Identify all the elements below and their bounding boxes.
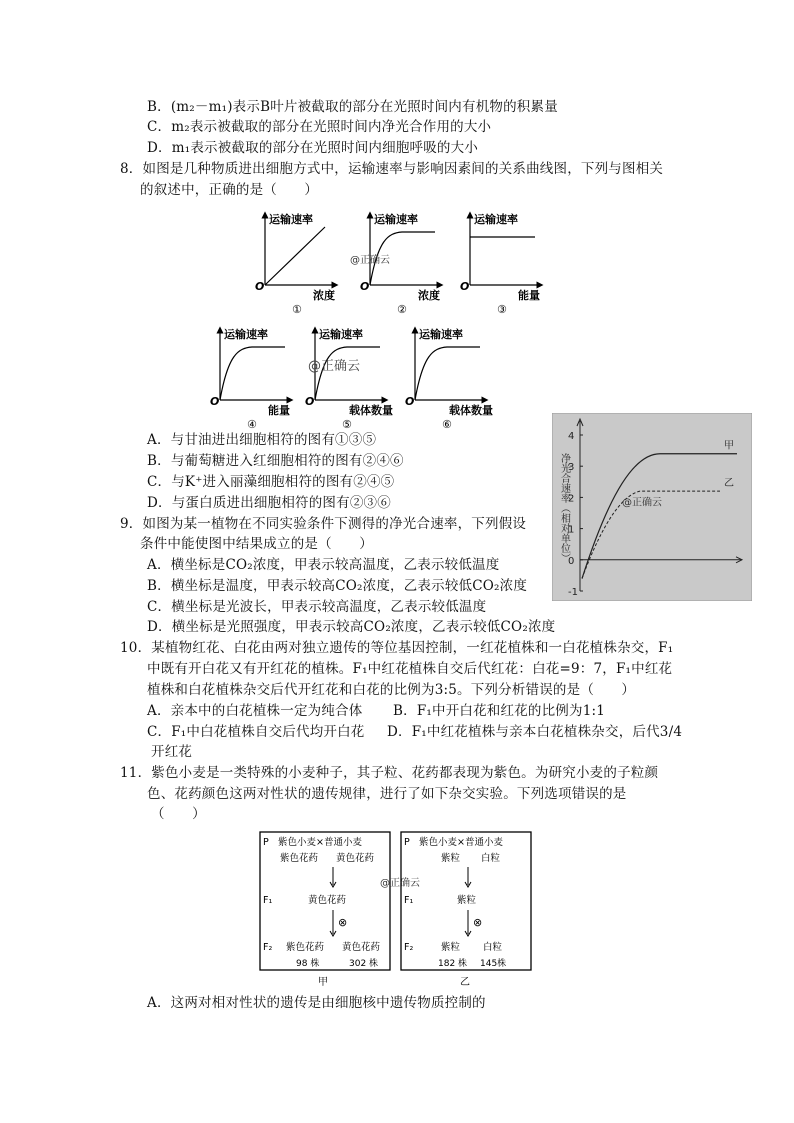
jia-f2-phenotype-b: 黄色花药 [342,942,381,953]
watermark: @正确云 [308,359,361,374]
jia-p-label: P [263,837,269,848]
yi-parent1: 紫粒 [441,853,461,864]
q8-option-c: C．与K⁺进入丽藻细胞相符的图有②④⑤ [147,474,395,490]
y-tick-label: 1 [568,524,575,536]
q9-option-d: D．横坐标是光照强度，甲表示较高CO₂浓度，乙表示较低CO₂浓度 [147,619,556,635]
yi-f1-phenotype: 紫粒 [457,895,477,906]
graph-6-curve [415,347,480,400]
graph-5-number: ⑤ [342,418,352,431]
graph-4-curve [220,347,285,400]
yi-f2-phenotype-b: 白粒 [483,942,503,953]
yi-parent2: 白粒 [481,853,501,864]
yi-f2-count-a: 182 株 [438,959,468,969]
y-tick-label: 4 [568,431,575,442]
y-tick-label: -1 [568,587,578,598]
q9-net-photosynthesis-chart [552,413,752,601]
q10-option-b: B．F₁中开白花和红花的比例为1:1 [393,703,606,719]
jia-selfing-symbol: ⊗ [338,916,348,929]
yi-f2-count-b: 145株 [480,959,507,969]
graph-2-ylabel: 运输速率 [374,213,418,226]
q10-option-a: A．亲本中的白花植株一定为纯合体 [147,703,363,719]
jia-panel-label: 甲 [318,977,328,988]
q10-stem-line2: 中既有开白花又有开红花的植株。F₁中红花植株自交后代红花：白花=9：7，F₁中红花 [147,661,673,677]
q9-option-a: A．横坐标是CO₂浓度，甲表示较高温度，乙表示较低温度 [147,557,500,573]
graph-6 [405,327,493,431]
q10-option-d: D．F₁中红花植株与亲本白花植株杂交，后代3/4 [387,724,683,740]
y-axis-label: 净光合速率（相对单位） [558,453,570,563]
q7-option-c: C．m₂表示被截取的部分在光照时间内净光合作用的大小 [147,119,492,135]
graph-6-xlabel: 载体数量 [449,404,493,417]
graph-4-number: ④ [247,418,257,431]
jia-parent1: 紫色花药 [280,853,319,864]
q11-stem-line2: 色、花药颜色这两对性状的遗传规律，进行了如下杂交实验。下列选项错误的是 [147,786,627,802]
graph-4-origin: O [210,395,220,408]
q8-transport-graphs [200,205,560,435]
jia-parent2: 黄色花药 [336,853,375,864]
graph-4 [210,327,290,431]
yi-panel-label: 乙 [460,977,470,988]
graph-1-number: ① [292,303,302,316]
q11-option-a: A．这两对相对性状的遗传是由细胞核中遗传物质控制的 [147,995,486,1011]
graph-1-ylabel: 运输速率 [269,213,313,226]
graph-6-ylabel: 运输速率 [419,328,463,341]
graph-4-xlabel: 能量 [268,404,290,417]
graph-1-origin: O [255,280,265,293]
q8-stem-line2: 的叙述中，正确的是（ ） [140,182,319,198]
graph-3-origin: O [460,280,470,293]
watermark: @正确云 [622,497,662,509]
q8-option-b: B．与葡萄糖进入红细胞相符的图有②④⑥ [147,453,404,469]
q8-option-d: D．与蛋白质进出细胞相符的图有②③⑥ [147,495,391,511]
jia-f1-phenotype: 黄色花药 [308,895,347,906]
yi-p-label: P [404,837,410,848]
q9-option-b: B．横坐标是温度，甲表示较高CO₂浓度，乙表示较低CO₂浓度 [147,578,528,594]
q10-stem-line3: 植株和白花植株杂交后代开红花和白花的比例为3:5。下列分析错误的是（ ） [147,682,636,698]
graph-3-number: ③ [497,303,507,316]
q11-stem-line1: 11．紫色小麦是一类特殊的小麦种子，其子粒、花药都表现为紫色。为研究小麦的子粒颜 [120,765,659,781]
q9-stem-line2: 条件中能使图中结果成立的是（ ） [140,536,373,552]
q9-stem-line1: 9．如图为某一植物在不同实验条件下测得的净光合速率，下列假设 [120,516,527,532]
graph-2-origin: O [360,280,370,293]
graph-6-number: ⑥ [442,418,452,431]
y-tick-label: 0 [568,555,575,567]
graph-1 [255,212,335,316]
yi-f1-label: F₁ [404,895,414,906]
graph-2-number: ② [397,303,407,316]
yi-cross: 紫色小麦×普通小麦 [419,837,503,848]
q9-option-c: C．横坐标是光波长，甲表示较高温度，乙表示较低温度 [147,599,487,615]
q7-option-d: D．m₁表示被截取的部分在光照时间内细胞呼吸的大小 [147,140,479,156]
watermark: @正确云 [380,878,420,889]
watermark: @正确云 [350,255,390,266]
q10-option-c: C．F₁中白花植株自交后代均开白花 [147,724,365,740]
series-yi-label: 乙 [724,478,734,490]
q10-stem-line1: 10．某植物红花、白花由两对独立遗传的等位基因控制，一红花植株和一白花植株杂交，F₁ [120,640,674,656]
yi-f2-label: F₂ [404,942,414,953]
jia-f2-count-a: 98 株 [296,959,320,969]
graph-1-xlabel: 浓度 [313,289,335,302]
graph-3 [460,212,540,316]
q8-stem-line1: 8．如图是几种物质进出细胞方式中，运输速率与影响因素间的关系曲线图，下列与图相关 [120,161,664,177]
q11-cross-diagrams [258,830,533,990]
graph-6-origin: O [405,395,415,408]
y-tick-label: 2 [568,493,575,505]
yi-f2-phenotype-a: 紫粒 [441,942,461,953]
jia-f1-label: F₁ [263,895,273,906]
q10-option-d-cont: 开红花 [151,744,193,760]
jia-cross: 紫色小麦×普通小麦 [278,837,362,848]
jia-f2-label: F₂ [263,942,273,953]
graph-1-curve [265,227,325,285]
graph-5-xlabel: 载体数量 [349,404,393,417]
graph-5-ylabel: 运输速率 [319,328,363,341]
graph-4-ylabel: 运输速率 [224,328,268,341]
graph-5 [305,327,393,431]
q7-option-b: B．(m₂－m₁)表示B叶片被截取的部分在光照时间内有机物的积累量 [147,99,558,115]
graph-3-ylabel: 运输速率 [474,213,518,226]
q11-stem-line3: （ ） [151,806,206,822]
y-tick-label: 3 [568,462,575,474]
jia-f2-count-b: 302 株 [349,959,379,969]
series-jia-label: 甲 [724,440,734,452]
yi-selfing-symbol: ⊗ [473,916,483,929]
q8-option-a: A．与甘油进出细胞相符的图有①③⑤ [147,432,377,448]
graph-3-xlabel: 能量 [518,289,540,302]
graph-2-xlabel: 浓度 [418,289,440,302]
graph-5-origin: O [305,395,315,408]
jia-f2-phenotype-a: 紫色花药 [286,942,325,953]
